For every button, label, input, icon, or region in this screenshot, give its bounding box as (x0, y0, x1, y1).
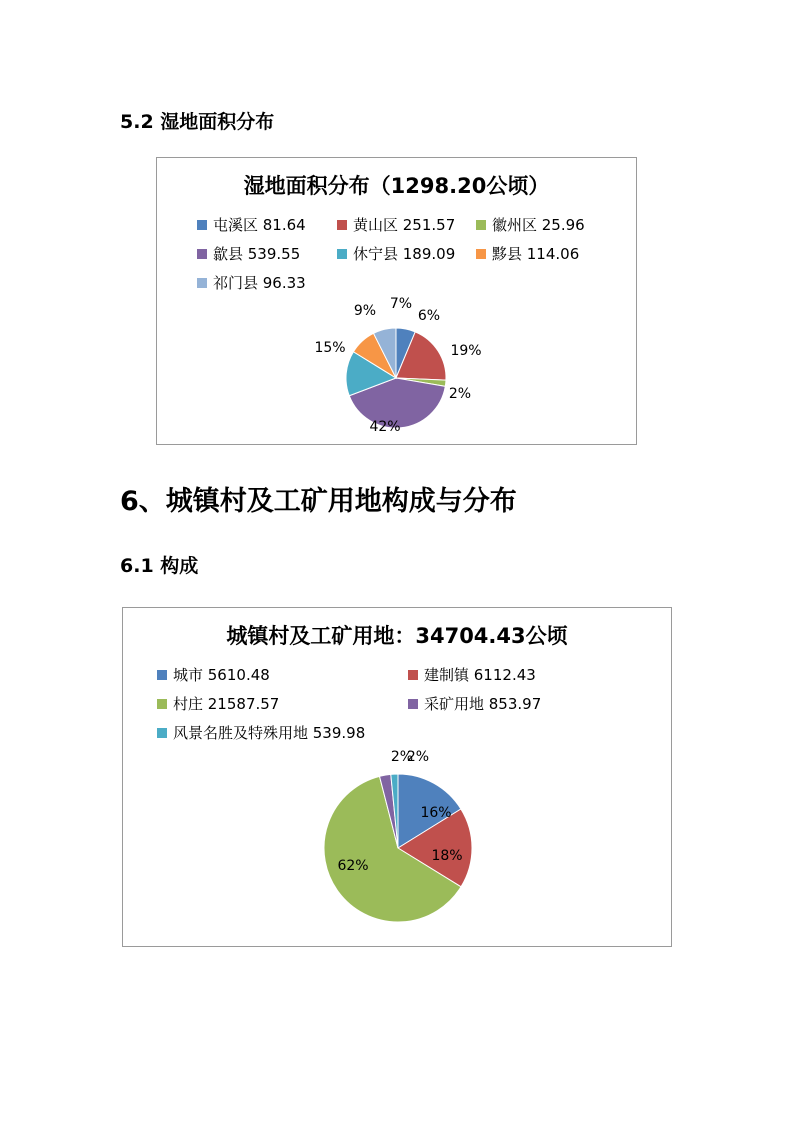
legend-label: 徽州区 25.96 (492, 216, 585, 234)
data-label: 2% (406, 749, 430, 765)
legend-label: 城市 5610.48 (173, 666, 270, 684)
data-label: 62% (337, 858, 369, 874)
chart-title: 湿地面积分布（1298.20公顷） (243, 174, 550, 198)
wetland-chart-container (156, 157, 637, 445)
data-label: 2% (448, 386, 472, 402)
legend-label: 村庄 21587.57 (173, 695, 280, 713)
pie-chart (157, 158, 638, 446)
data-label: 6% (417, 308, 441, 324)
data-label: 2% (390, 749, 414, 765)
legend-label: 采矿用地 853.97 (424, 695, 542, 713)
legend-label: 祁门县 96.33 (213, 274, 306, 292)
data-label: 9% (353, 303, 377, 319)
section-heading-5-2: 5.2 湿地面积分布 (120, 111, 275, 133)
legend-label: 歙县 539.55 (213, 245, 301, 263)
data-label: 18% (431, 848, 463, 864)
data-label: 19% (450, 343, 482, 359)
pie-chart (123, 608, 673, 948)
legend-label: 黄山区 251.57 (353, 216, 456, 234)
data-label: 16% (420, 805, 452, 821)
legend-label: 休宁县 189.09 (353, 245, 456, 263)
legend-label: 风景名胜及特殊用地 539.98 (173, 724, 366, 742)
data-label: 15% (314, 340, 346, 356)
legend-label: 建制镇 6112.43 (424, 666, 536, 684)
data-label: 7% (389, 296, 413, 312)
section-heading-6-1: 6.1 构成 (120, 555, 199, 577)
urban-land-chart-container (122, 607, 672, 947)
section-heading-6: 6、城镇村及工矿用地构成与分布 (120, 486, 517, 517)
data-label: 42% (369, 419, 401, 435)
chart-title: 城镇村及工矿用地：34704.43公顷 (226, 624, 568, 648)
legend-label: 黟县 114.06 (492, 245, 580, 263)
legend-label: 屯溪区 81.64 (213, 216, 306, 234)
